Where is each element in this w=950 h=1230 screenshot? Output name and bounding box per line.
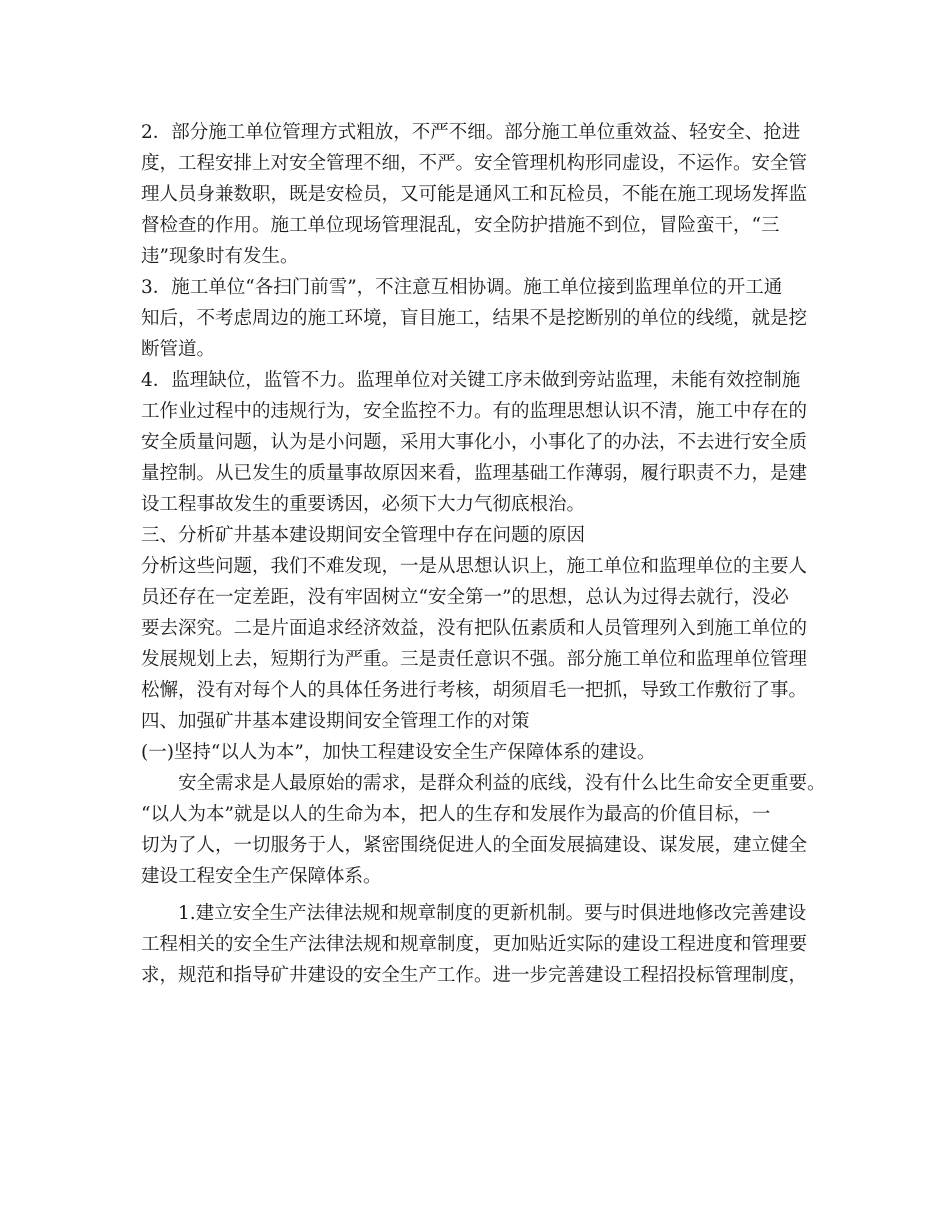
people-first-paragraph-line-1: 安全需求是人最原始的需求，是群众利益的底线，没有什么比生命安全更重要。 [178,773,826,794]
paragraph-3-line-1: 3．施工单位“各扫门前雪”，不注意互相协调。施工单位接到监理单位的开工通 [141,277,783,298]
section-heading-3: 三、分析矿井基本建设期间安全管理中存在问题的原因 [141,525,586,546]
paragraph-2-line-5: 违”现象时有发生。 [141,246,299,267]
paragraph-3-line-3: 断管道。 [141,339,216,360]
analysis-paragraph-line-4: 发展规划上去，短期行为严重。三是责任意识不强。部分施工单位和监理单位管理 [141,649,808,670]
people-first-paragraph-line-3: 切为了人，一切服务于人，紧密围绕促进人的全面发展搞建设、谋发展，建立健全 [141,835,808,856]
section-heading-4: 四、加强矿井基本建设期间安全管理工作的对策 [141,711,530,732]
paragraph-2-line-1: 2．部分施工单位管理方式粗放，不严不细。部分施工单位重效益、轻安全、抢进 [141,122,801,143]
analysis-paragraph-line-5: 松懈，没有对每个人的具体任务进行考核，胡须眉毛一把抓，导致工作敷衍了事。 [141,680,808,701]
paragraph-2-line-2: 度，工程安排上对安全管理不细，不严。安全管理机构形同虚设，不运作。安全管 [141,153,808,174]
analysis-paragraph-line-1: 分析这些问题，我们不难发现，一是从思想认识上，施工单位和监理单位的主要人 [141,556,808,577]
people-first-paragraph-line-2: “以人为本”就是以人的生命为本，把人的生存和发展作为最高的价值目标，一 [141,804,771,825]
paragraph-2-line-3: 理人员身兼数职，既是安检员，又可能是通风工和瓦检员，不能在施工现场发挥监 [141,184,808,205]
paragraph-4-line-5: 设工程事故发生的重要诱因，必须下大力气彻底根治。 [141,494,586,515]
document-body [141,117,826,991]
regulation-paragraph-line-3: 求，规范和指导矿井建设的安全生产工作。进一步完善建设工程招投标管理制度， [141,965,808,986]
paragraph-2-line-4: 督检查的作用。施工单位现场管理混乱，安全防护措施不到位，冒险蛮干，“三 [141,215,780,236]
regulation-paragraph-line-1: 1.建立安全生产法律法规和规章制度的更新机制。要与时俱进地修改完善建设 [178,903,807,924]
subsection-heading-1: (一)坚持“以人为本”，加快工程建设安全生产保障体系的建设。 [141,742,656,763]
paragraph-4-line-3: 安全质量问题，认为是小问题，采用大事化小，小事化了的办法，不去进行安全质 [141,432,808,453]
paragraph-3-line-2: 知后，不考虑周边的施工环境，盲目施工，结果不是挖断别的单位的线缆，就是挖 [141,308,808,329]
analysis-paragraph-line-2: 员还存在一定差距，没有牢固树立“安全第一”的思想，总认为过得去就行，没必 [141,587,789,608]
regulation-paragraph-line-2: 工程相关的安全生产法律法规和规章制度，更加贴近实际的建设工程进度和管理要 [141,934,808,955]
paragraph-4-line-4: 量控制。从已发生的质量事故原因来看，监理基础工作薄弱，履行职责不力，是建 [141,463,808,484]
people-first-paragraph-line-4: 建设工程安全生产保障体系。 [141,866,382,887]
analysis-paragraph-line-3: 要去深究。二是片面追求经济效益，没有把队伍素质和人员管理列入到施工单位的 [141,618,808,639]
paragraph-4-line-1: 4．监理缺位，监管不力。监理单位对关键工序未做到旁站监理，未能有效控制施 [141,370,801,391]
paragraph-4-line-2: 工作业过程中的违规行为，安全监控不力。有的监理思想认识不清，施工中存在的 [141,401,808,422]
